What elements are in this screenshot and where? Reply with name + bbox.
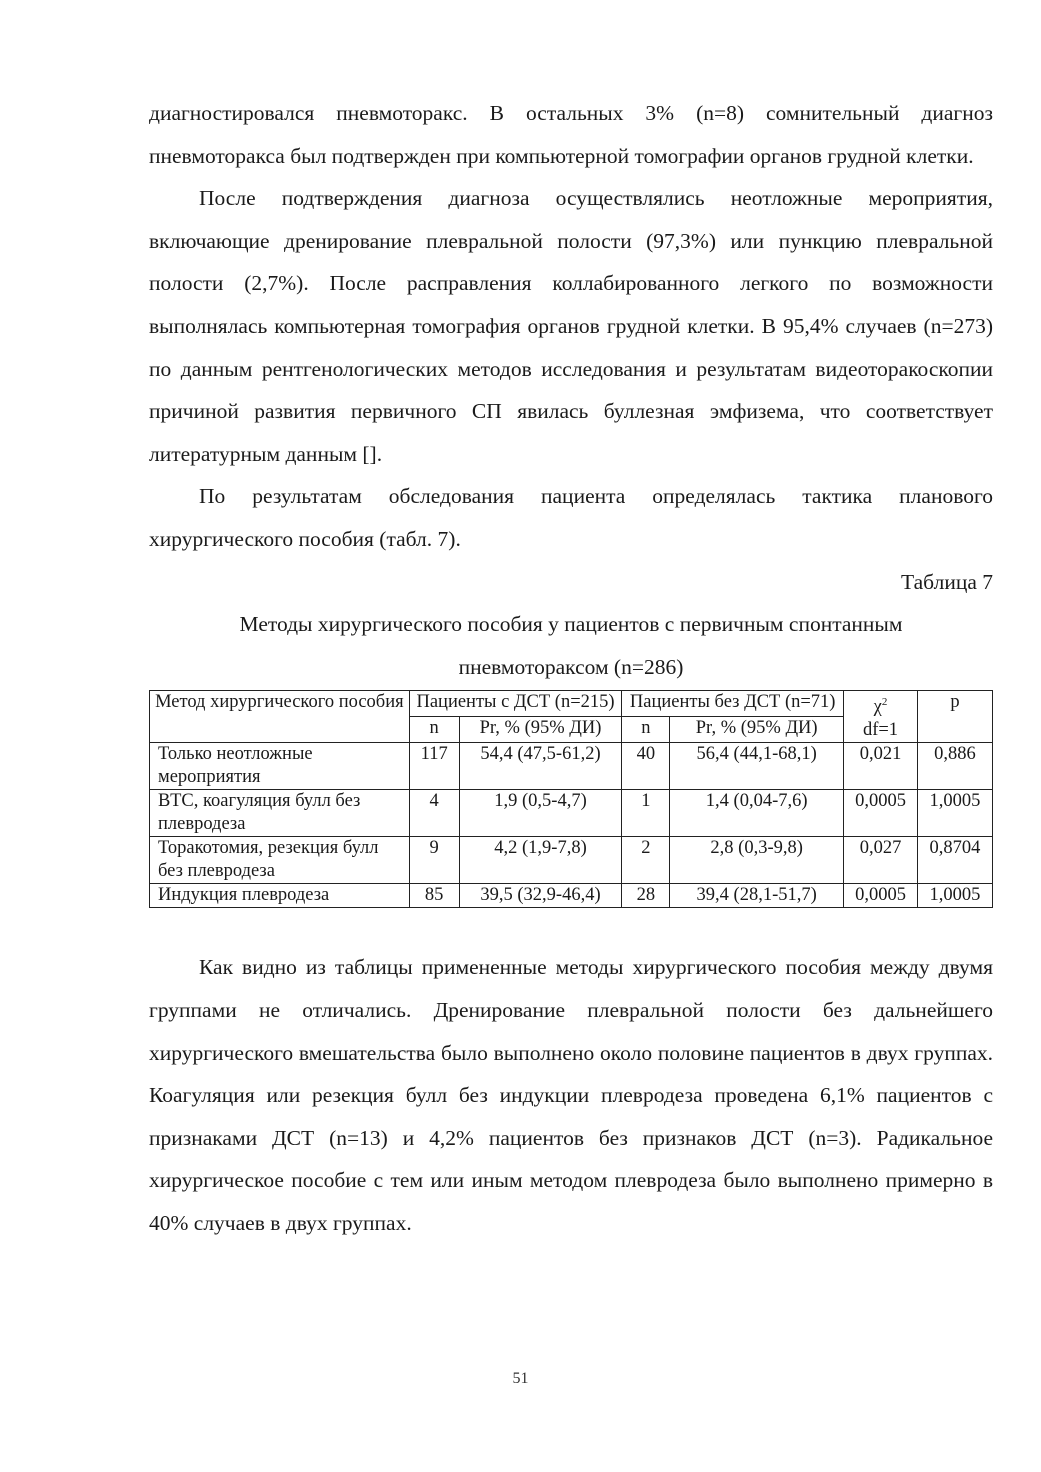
cell-method: Торакотомия, резекция булл без плевродеза bbox=[150, 837, 410, 884]
table-title: Методы хирургического пособия у пациентов с первичным спонтанным пневмотораксом (n=286) bbox=[239, 612, 903, 679]
header-p: p bbox=[917, 691, 992, 743]
cell-chi: 0,0005 bbox=[844, 790, 918, 837]
subheader-n-1: n bbox=[409, 717, 459, 743]
paragraph-2: После подтверждения диагноза осуществлялись неотложные мероприятия, включающие дренирование плевральной полости (97,3%) или пункцию плевральной полости (2,7%). После расправления коллабированного легкого по возможности выполнялась компьютерная томография органов грудной клетки. В 95,4% случаев (n=273) по данным рентгенологических методов исследования и результатам видеоторакоскопии причиной развития первичного СП явилась буллезная эмфизема, что соответствует литературным данным []. bbox=[149, 186, 993, 466]
cell-n1: 85 bbox=[409, 884, 459, 908]
cell-chi: 0,0005 bbox=[844, 884, 918, 908]
subheader-n-2: n bbox=[622, 717, 670, 743]
table-row bbox=[150, 743, 993, 790]
cell-pr2: 1,4 (0,04-7,6) bbox=[670, 790, 844, 837]
cell-p: 1,0005 bbox=[917, 790, 992, 837]
cell-method: Только неотложные мероприятия bbox=[150, 743, 410, 790]
paragraph-3: По результатам обследования пациента определялась тактика планового хирургического пособия (табл. 7). bbox=[149, 484, 993, 551]
subheader-pr-2: Pr, % (95% ДИ) bbox=[670, 717, 844, 743]
cell-method: ВТС, коагуляция булл без плевродеза bbox=[150, 790, 410, 837]
methods-table bbox=[149, 690, 993, 908]
cell-pr1: 39,5 (32,9-46,4) bbox=[459, 884, 622, 908]
table-label: Таблица 7 bbox=[901, 569, 993, 594]
page-number: 51 bbox=[512, 1370, 529, 1387]
cell-n2: 1 bbox=[622, 790, 670, 837]
cell-n2: 28 bbox=[622, 884, 670, 908]
cell-n1: 117 bbox=[409, 743, 459, 790]
cell-n1: 4 bbox=[409, 790, 459, 837]
cell-p: 0,8704 bbox=[917, 837, 992, 884]
cell-pr1: 1,9 (0,5-4,7) bbox=[459, 790, 622, 837]
header-method: Метод хирургического пособия bbox=[150, 691, 410, 743]
cell-pr2: 39,4 (28,1-51,7) bbox=[670, 884, 844, 908]
cell-n2: 2 bbox=[622, 837, 670, 884]
header-group-dst: Пациенты с ДСТ (n=215) bbox=[409, 691, 622, 717]
cell-n2: 40 bbox=[622, 743, 670, 790]
cell-pr2: 56,4 (44,1-68,1) bbox=[670, 743, 844, 790]
cell-p: 1,0005 bbox=[917, 884, 992, 908]
paragraph-1: диагностировался пневмоторакс. В остальных 3% (n=8) сомнительный диагноз пневмоторакса был подтвержден при компьютерной томографии органов грудной клетки. bbox=[149, 101, 993, 168]
cell-chi: 0,027 bbox=[844, 837, 918, 884]
page-body bbox=[149, 92, 993, 1245]
header-chi-square bbox=[844, 691, 918, 743]
header-group-no-dst: Пациенты без ДСТ (n=71) bbox=[622, 691, 844, 717]
table-row bbox=[150, 790, 993, 837]
paragraph-after-table: Как видно из таблицы примененные методы хирургического пособия между двумя группами не отличались. Дренирование плевральной полости без дальнейшего хирургического вмешательства было выполнено около половине пациентов в двух группах. Коагуляция или резекция булл без индукции плевродеза проведена 6,1% пациентов с признаками ДСТ (n=13) и 4,2% пациентов без признаков ДСТ (n=3). Радикальное хирургическое пособие с тем или иным методом плевродеза было выполнено примерно в 40% случаев в двух группах. bbox=[149, 955, 993, 1236]
cell-method: Индукция плевродеза bbox=[150, 884, 410, 908]
cell-chi: 0,021 bbox=[844, 743, 918, 790]
cell-pr2: 2,8 (0,3-9,8) bbox=[670, 837, 844, 884]
table-header-row bbox=[150, 691, 993, 717]
chi-symbol: χ bbox=[873, 697, 882, 718]
cell-pr1: 4,2 (1,9-7,8) bbox=[459, 837, 622, 884]
cell-p: 0,886 bbox=[917, 743, 992, 790]
chi-df: df=1 bbox=[862, 720, 899, 741]
table-row bbox=[150, 837, 993, 884]
table-row bbox=[150, 884, 993, 908]
cell-pr1: 54,4 (47,5-61,2) bbox=[459, 743, 622, 790]
subheader-pr-1: Pr, % (95% ДИ) bbox=[459, 717, 622, 743]
chi-exponent: 2 bbox=[881, 696, 888, 709]
cell-n1: 9 bbox=[409, 837, 459, 884]
